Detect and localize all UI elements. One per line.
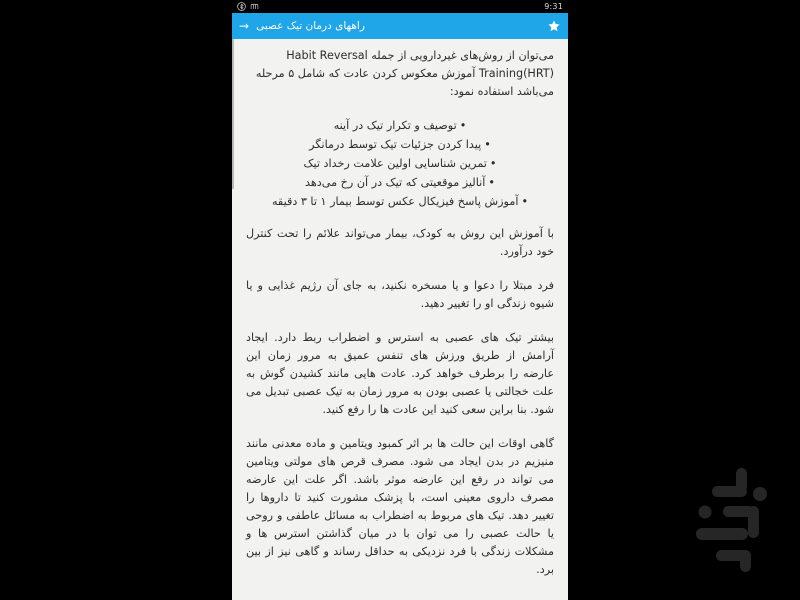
status-bar-clock: 9:31 (544, 1, 563, 11)
article-paragraph-2: با آموزش این روش به کودک، بیمار می‌تواند علائم را تحت کنترل خود درآورد. (246, 227, 554, 258)
article-paragraph-3: فرد مبتلا را دعوا و یا مسخره نکنید، به جای آن رژیم غذایی و یا شیوه زندگی او را تغییر دهید. (246, 279, 554, 310)
star-icon[interactable] (547, 19, 561, 33)
list-item (246, 117, 554, 135)
article-paragraph-5: گاهی اوقات این حالت ها بر اثر کمبود ویتامین و ماده معدنی مانند منیزیم در بدن ایجاد می شود. مصرف قرص های مولتی ویتامین می تواند در رفع این عارضه موثر باشد. اگر علت این عارضه مصرف داروی معینی است، با پزشک مشورت کنید تا داروها را تغییر دهد. تیک های مربوط به اضطراب به مسائل عاطفی و روحی یا حالت عصبی را می توان با در میان گذاشتن استرس ها و مشکلات زندگی با فرد نزدیکی به حداقل رساند و گاهی نیز از بین برد. (246, 437, 554, 576)
treatment-steps-list (246, 117, 554, 211)
bullet-marker: • (521, 195, 529, 208)
sim-icon (250, 2, 259, 11)
list-item-label: پیدا کردن جزئیات تیک توسط درمانگر (309, 138, 482, 151)
status-bar (232, 0, 568, 13)
phone-screen (232, 0, 568, 600)
bluetooth-icon (237, 2, 246, 11)
scrollbar-thumb[interactable] (232, 39, 234, 189)
bullet-marker: • (459, 119, 467, 132)
list-item (246, 174, 554, 192)
article-scroll-area[interactable] (232, 39, 568, 600)
arrow-right-icon[interactable]: → (239, 19, 250, 33)
app-bar-title-group (239, 20, 365, 32)
list-item-label: آموزش پاسخ فیزیکال عکس توسط بیمار ۱ تا ۳ دقیقه (271, 195, 519, 208)
list-item (246, 193, 554, 211)
list-item-label: آنالیز موقعیتی که تیک در آن رخ می‌دهد (305, 176, 486, 189)
article-body (246, 47, 554, 579)
status-bar-icons (237, 2, 259, 11)
page-title: راههای درمان تیک عصبی (256, 19, 365, 32)
list-item-label: توصیف و تکرار تیک در آینه (333, 119, 457, 132)
bullet-marker: • (489, 157, 497, 170)
list-item (246, 155, 554, 173)
list-item-label: تمرین شناسایی اولین علامت رخداد تیک (303, 157, 487, 170)
bullet-marker: • (488, 176, 495, 189)
article-paragraph-1: می‌توان از روش‌های غیردارویی از جمله Habit Reversal Training(HRT) آموزش معکوس کردن عادت که شامل ۵ مرحله می‌باشد استفاده نمود: (255, 49, 554, 98)
scrollbar-track[interactable] (232, 39, 234, 600)
app-bar (232, 13, 568, 39)
bullet-marker: • (484, 138, 491, 151)
list-item (246, 136, 554, 154)
article-paragraph-4: بیشتر تیک های عصبی به استرس و اضطراب ربط دارد. ایجاد آرامش از طریق ورزش های تنفس عمیق به مرور زمان این عارضه را برطرف خواهد کرد. عادت هایی مانند کشیدن گوش به علت خجالتی یا عصبی بودن به مرور زمان به تیک عصبی تبدیل می شود. بنا براین سعی کنید این عادت ها را رفع کنید. (246, 331, 554, 416)
